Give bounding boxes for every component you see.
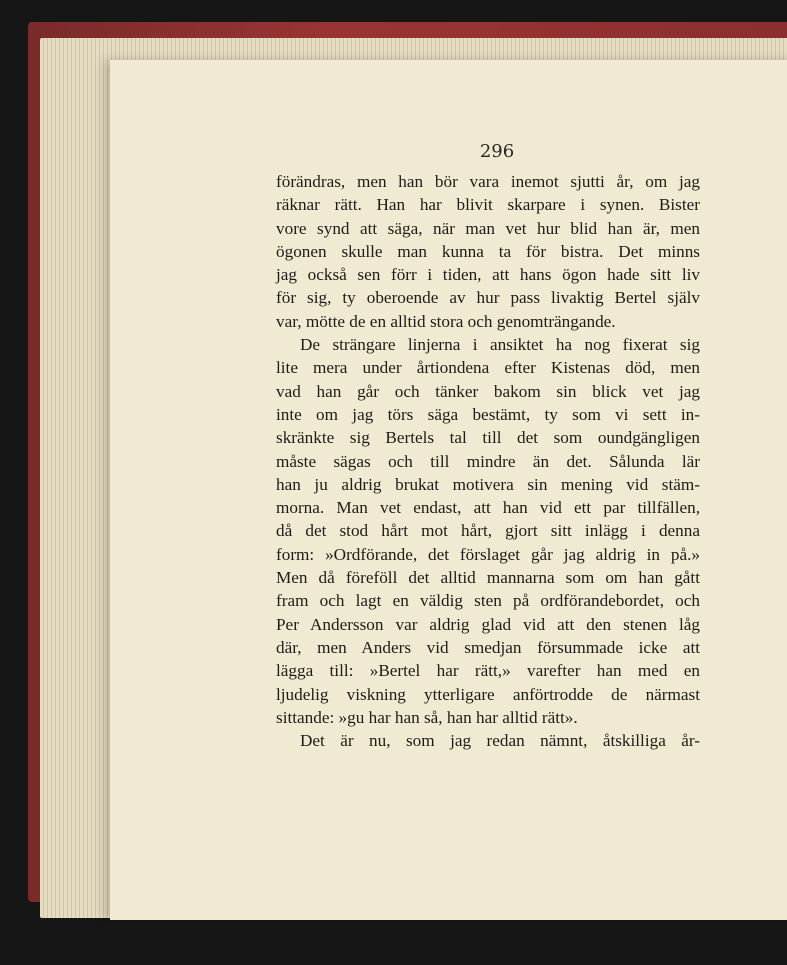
text-line: lägga till: »Bertel har rätt,» varefter han med en: [276, 661, 700, 681]
text-line: jag också sen förr i tiden, att hans ögon hade sitt liv: [276, 265, 700, 285]
text-line: inte om jag törs säga bestämt, ty som vi sett in-: [276, 404, 700, 424]
text-line: sittande: »gu har han så, han har alltid rätt».: [276, 707, 578, 727]
text-line: ögonen skulle man kunna ta för bistra. Det minns: [276, 241, 700, 261]
text-line: förändras, men han bör vara inemot sjutti år, om jag: [276, 172, 700, 191]
text-line: morna. Man vet endast, att han vid ett par tillfällen,: [276, 498, 700, 518]
text-line: vad han går och tänker bakom sin blick vet jag: [276, 381, 700, 401]
text-line: var, mötte de en alltid stora och genomträngande.: [276, 311, 616, 331]
text-line: han ju aldrig brukat motivera sin mening vid stäm-: [276, 474, 700, 494]
text-line: Det är nu, som jag redan nämnt, åtskilliga år-: [300, 731, 700, 751]
text-line: De strängare linjerna i ansiktet ha nog fixerat sig: [300, 335, 700, 355]
text-line: fram och lagt en väldig sten på ordförandebordet, och: [276, 591, 700, 611]
text-line: Men då föreföll det alltid mannarna som om han gått: [276, 568, 700, 588]
text-line: lite mera under årtiondena efter Kistenas död, men: [276, 358, 700, 378]
text-line: för sig, ty oberoende av hur pass livaktig Bertel själv: [276, 288, 700, 308]
text-line: då det stod hårt mot hårt, gjort sitt inlägg i denna: [276, 521, 700, 541]
text-line: form: »Ordförande, det förslaget går jag aldrig in på.»: [276, 544, 700, 564]
text-line: Per Andersson var aldrig glad vid att den stenen låg: [276, 614, 700, 634]
page-number: 296: [479, 141, 515, 162]
text-line: måste sägas och till mindre än det. Sålunda lär: [276, 451, 700, 471]
text-line: vore synd att säga, när man vet hur blid han är, men: [276, 218, 700, 238]
text-line: räknar rätt. Han har blivit skarpare i synen. Bister: [276, 195, 700, 215]
body-text: [276, 170, 700, 752]
text-line: ljudelig viskning ytterligare anförtrodde de närmast: [276, 684, 700, 704]
text-line: skränkte sig Bertels tal till det som oundgängligen: [276, 428, 700, 448]
text-line: där, men Anders vid smedjan försummade icke att: [276, 637, 700, 657]
